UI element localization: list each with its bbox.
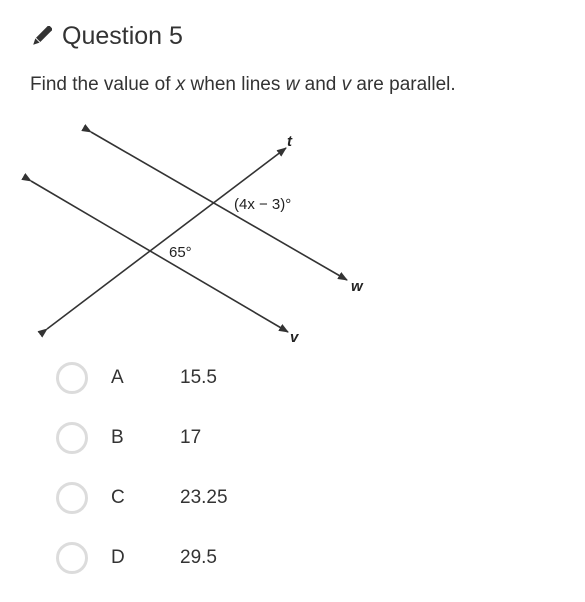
option-d[interactable] [56,538,356,578]
prompt-var-w: w [285,74,300,95]
prompt-text-3: and [299,74,342,95]
angle-label-bottom: 65° [169,244,192,261]
option-letter-c: C [111,487,125,508]
parallel-lines-diagram [0,110,400,360]
option-value-a: 15.5 [180,367,217,388]
option-value-b: 17 [180,427,202,448]
question-header [30,22,183,51]
prompt-var-x: x [175,74,186,95]
option-value-d: 29.5 [180,547,217,568]
radio-button-d[interactable] [56,542,88,574]
option-letter-b: B [111,427,124,448]
option-b[interactable] [56,418,356,458]
option-value-c: 23.25 [180,487,228,508]
radio-button-c[interactable] [56,482,88,514]
pencil-icon [30,26,52,48]
question-prompt [30,74,456,96]
label-v: v [290,329,299,346]
prompt-var-v: v [341,74,352,95]
option-c[interactable] [56,478,356,518]
angle-label-top: (4x − 3)° [234,196,292,213]
question-title: Question 5 [62,22,183,50]
prompt-text-1: Find the value of [30,74,176,95]
label-t: t [287,133,292,150]
label-w: w [351,278,363,295]
option-letter-d: D [111,547,125,568]
radio-button-b[interactable] [56,422,88,454]
radio-button-a[interactable] [56,362,88,394]
line-w [91,132,347,280]
option-a[interactable] [56,358,356,398]
prompt-text-2: when lines [185,74,286,95]
option-letter-a: A [111,367,124,388]
prompt-text-4: are parallel. [351,74,456,95]
